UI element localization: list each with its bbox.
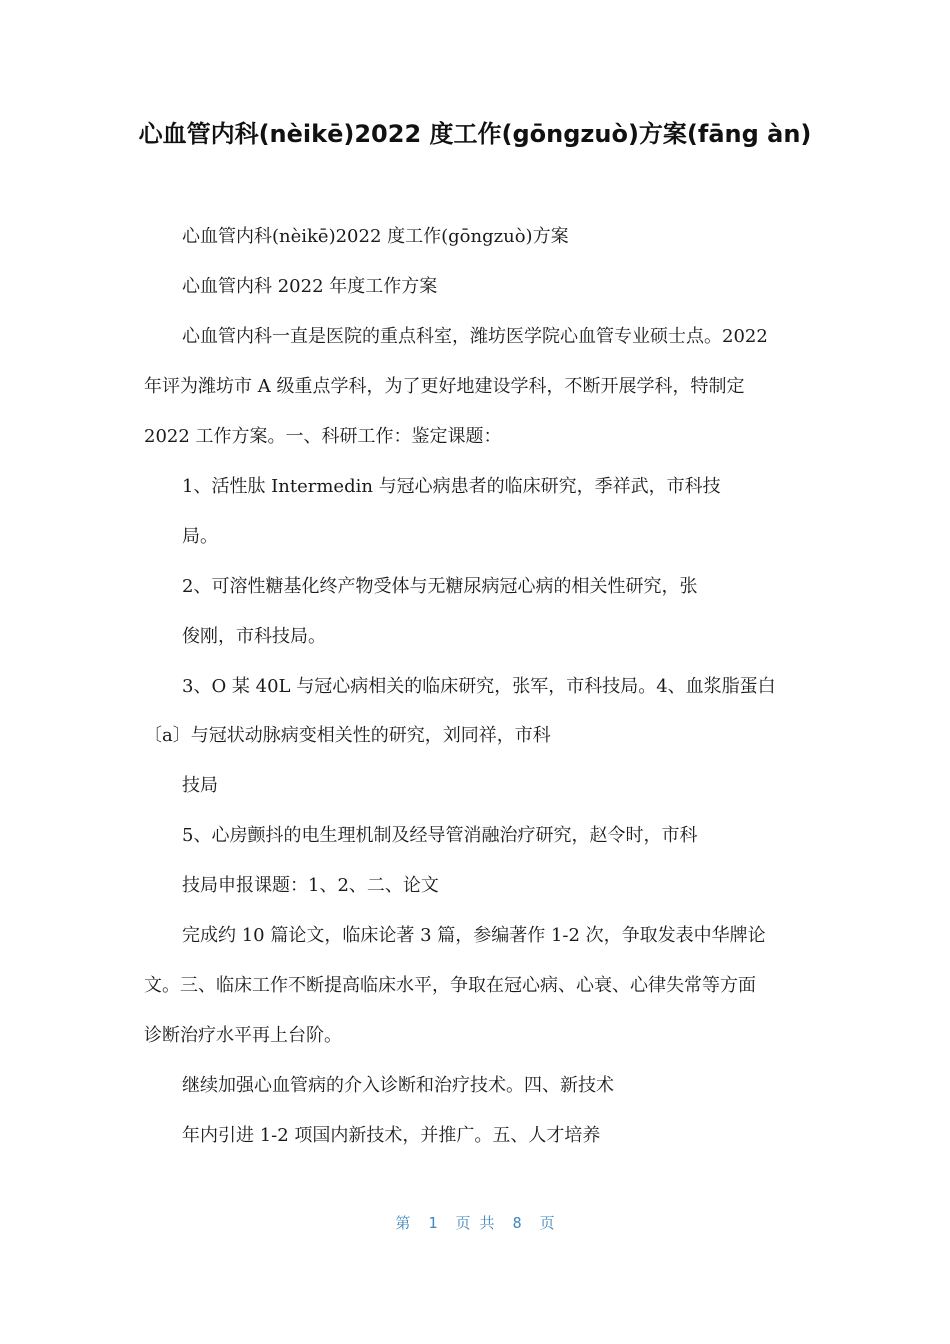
paragraph-line: 技局 (182, 775, 218, 796)
paragraph-line: 心血管内科(nèikē)2022 度工作(gōngzuò)方案 (182, 226, 569, 247)
paragraph-line: 2022 工作方案。一、科研工作：鉴定课题： (144, 426, 502, 447)
page-number-footer: 第 1 页 共 8 页 (395, 1214, 555, 1232)
paragraph-line: 心血管内科 2022 年度工作方案 (182, 276, 438, 297)
paragraph-line: 局。 (182, 526, 218, 547)
paragraph-line: 2、可溶性糖基化终产物受体与无糖尿病冠心病的相关性研究，张 (182, 576, 698, 597)
paragraph-line: 5、心房颤抖的电生理机制及经导管消融治疗研究，赵令时，市科 (182, 825, 698, 846)
paragraph-line: 完成约 10 篇论文，临床论著 3 篇，参编著作 1-2 次，争取发表中华牌论 (182, 925, 766, 946)
document-title: 心血管内科(nèikē)2022 度工作(gōngzuò)方案(fāng àn) (138, 120, 812, 148)
paragraph-line: 技局申报课题：1、2、二、论文 (182, 875, 439, 896)
paragraph-line: 文。三、临床工作不断提高临床水平，争取在冠心病、心衰、心律失常等方面 (144, 975, 756, 996)
paragraph-line: 1、活性肽 Intermedin 与冠心病患者的临床研究，季祥武，市科技 (182, 476, 721, 497)
paragraph-line: 心血管内科一直是医院的重点科室，潍坊医学院心血管专业硕士点。2022 (182, 326, 768, 347)
paragraph-line: 〔a〕与冠状动脉病变相关性的研究，刘同祥，市科 (144, 725, 551, 746)
paragraph-line: 3、O 某 40L 与冠心病相关的临床研究，张军，市科技局。4、血浆脂蛋白 (182, 676, 776, 697)
paragraph-line: 年内引进 1-2 项国内新技术，并推广。五、人才培养 (182, 1125, 601, 1146)
paragraph-line: 俊刚，市科技局。 (182, 626, 326, 647)
paragraph-line: 继续加强心血管病的介入诊断和治疗技术。四、新技术 (182, 1075, 614, 1096)
paragraph-line: 年评为潍坊市 A 级重点学科，为了更好地建设学科，不断开展学科，特制定 (144, 376, 745, 397)
paragraph-line: 诊断治疗水平再上台阶。 (144, 1025, 342, 1046)
